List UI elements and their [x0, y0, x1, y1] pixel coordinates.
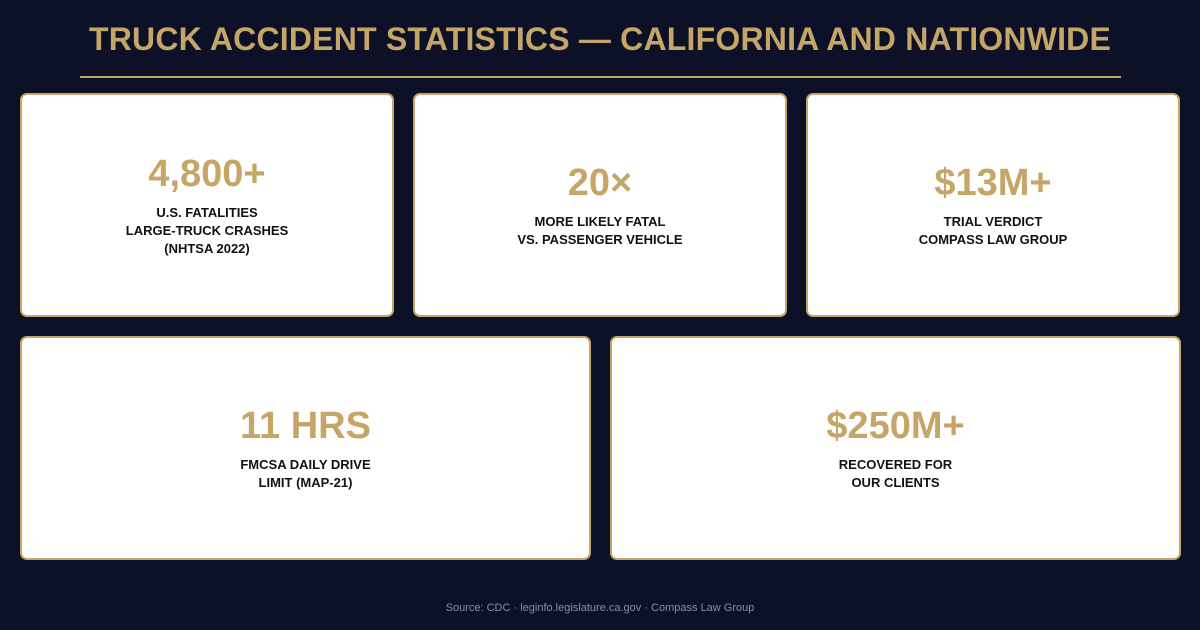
stat-label-line: FMCSA DAILY DRIVE: [240, 457, 371, 472]
stat-card-recovered: [610, 336, 1181, 560]
stat-label-line: U.S. FATALITIES: [156, 205, 258, 220]
stat-label-line: VS. PASSENGER VEHICLE: [517, 232, 683, 247]
stat-value: $250M+: [826, 405, 965, 447]
source-note: Source: CDC · leginfo.legislature.ca.gov · Compass Law Group: [445, 602, 755, 614]
stat-label-line: LARGE-TRUCK CRASHES: [125, 223, 289, 238]
stat-label-line: (NHTSA 2022): [164, 241, 250, 256]
stat-label-line: LIMIT (MAP-21): [258, 475, 353, 490]
stat-value: 11 HRS: [240, 405, 371, 447]
stat-value: $13M+: [934, 162, 1052, 204]
stat-card-fatality-ratio: [413, 93, 787, 317]
stat-card-drive-limit: [20, 336, 591, 560]
stat-label: [240, 456, 370, 492]
stat-label-line: RECOVERED FOR: [838, 457, 953, 472]
title-divider: [80, 76, 1121, 78]
stat-value: 20×: [567, 162, 633, 204]
stat-label: [517, 213, 682, 249]
stat-label-line: OUR CLIENTS: [851, 475, 940, 490]
stat-card-trial-verdict: [806, 93, 1180, 317]
stat-label: [126, 204, 289, 258]
stat-label-line: MORE LIKELY FATAL: [534, 214, 666, 229]
stat-card-fatalities: [20, 93, 394, 317]
page-title: TRUCK ACCIDENT STATISTICS — CALIFORNIA AND NATIONWIDE: [88, 21, 1112, 57]
stat-value: 4,800+: [148, 153, 266, 195]
stat-label: [839, 456, 952, 492]
stat-label: [919, 213, 1068, 249]
stat-label-line: COMPASS LAW GROUP: [918, 232, 1068, 247]
stat-label-line: TRIAL VERDICT: [943, 214, 1043, 229]
